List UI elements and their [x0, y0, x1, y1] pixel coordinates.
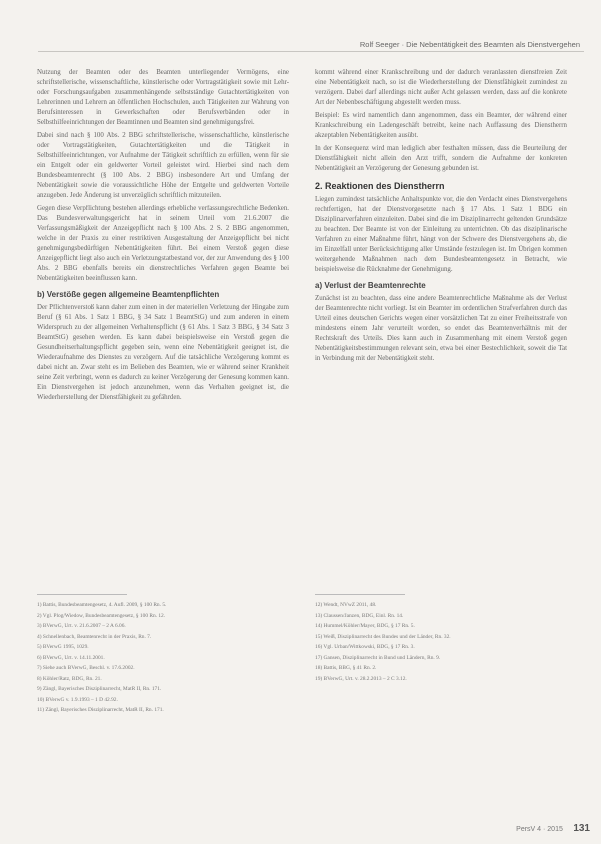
footnote: 12) Wendt, NVwZ 2011, 48.	[315, 602, 377, 608]
body-paragraph: kommt während einer Krankschreibung und der dadurch veranlassten dienstfreien Zeit eine Nebentätigkeit nach, so ist die Wiederherstellung der Dienstfähigkeit zumindest zu verzögern. Dabei darf allerdings nicht außer Acht gelassen werden, dass auf die konkrete Art der Nebenbeschäftigung abgestellt werden muss.	[315, 69, 567, 106]
body-paragraph: Nutzung der Beamten oder des Beamten unterliegender Vermögens, eine schriftstellerische, wissenschaftliche, künstlerische oder Vortragstätigkeit sowie mit Lehr- oder Forschungsaufgaben zusammenhängende selbstständige Gutachtertätigkeiten von Lehrerinnen und Lehrern an öffentlichen Hochschulen, auch Tätigkeiten zur Wahrung von Berufsinteressen in Gewerkschaften oder Berufsverbänden oder in Selbsthilfeeinrichtungen der Beamtinnen und Beamten sind genehmigungsfrei.	[37, 69, 289, 126]
footnote: 19) BVerwG, Urt. v. 28.2.2013 – 2 C 3.12.	[315, 675, 407, 682]
footnote: 9) Zängl, Bayerisches Disziplinarrecht, MatR II, Rn. 171.	[37, 686, 162, 692]
body-paragraph: Der Pflichtenverstoß kann daher zum einen in der materiellen Verletzung der Hingabe zum Beruf (§ 61 Abs. 1 Satz 1 BBG, § 34 Satz 1 BeamtStG) und zum anderen in einem Widerspruch zu der allgemeinen Verhaltenspflicht (§ 61 Abs. 1 Satz 3 BBG, § 34 Satz 3 BeamtStG) gesehen werden. Es kann dabei beispielsweise ein Verstoß gegen die Gesundheitserhaltungspflicht gegeben sein, wenn eine Nebentätigkeit geeignet ist, die Wiederaufnahme des Dienstes zu verzögern. Auf die tatsächliche Verzögerung kommt es dabei nicht an. Zwar steht es im Belieben des Beamten, wie er während seiner Krankheit seine Zeit verbringt, wenn es dadurch zu keiner Verzögerung der Genesung kommen kann. Ein Dienstvergehen ist jedoch anzunehmen, wenn das Verhalten geeignet ist, die Wiederherstellung der Dienstfähigkeit zu gefährden.	[37, 304, 289, 401]
footnote: 13) Claussen/Janzen, BDG, Einl. Rn. 14.	[315, 612, 404, 619]
footnote: 14) Hummel/Köhler/Mayer, BDG, § 17 Rn. 5.	[315, 623, 415, 629]
footnote: 6) BVerwG, Urt. v. 14.11.2001.	[37, 654, 105, 661]
footnote: 2) Vgl. Plog/Wiedow, Bundesbeamtengesetz, § 100 Rn. 12.	[37, 612, 166, 619]
footnote: 15) Weiß, Disziplinarrecht des Bundes und der Länder, Rn. 32.	[315, 633, 451, 640]
footnote: 5) BVerwG 1995, 1029.	[37, 644, 89, 650]
footnote-rule	[37, 594, 127, 595]
right-column	[315, 68, 567, 367]
left-footnotes	[37, 600, 289, 716]
section-heading-2: 2. Reaktionen des Dienstherrn	[315, 181, 445, 191]
body-paragraph: Beispiel: Es wird namentlich dann angenommen, dass ein Beamter, der während einer Krankschreibung ein Ladengeschäft betreibt, keine nach Auffassung des Dienstherrn akzeptablen Nebentätigkeiten ausübt.	[315, 112, 567, 139]
footnote: 3) BVerwG, Urt. v. 21.6.2007 – 2 A 6.06.	[37, 623, 126, 629]
footnote: 17) Gansen, Disziplinarrecht in Bund und Ländern, Rn. 9.	[315, 654, 441, 661]
header-rule	[38, 51, 584, 52]
footnote: 8) Köhler/Ratz, BDG, Rn. 21.	[37, 675, 102, 682]
footnote: 7) Siehe auch BVerwG, Beschl. v. 17.6.2002.	[37, 665, 135, 671]
footnote: 16) Vgl. Urban/Wittkowski, BDG, § 17 Rn. 3.	[315, 644, 415, 650]
issue-label: PersV 4 · 2015	[516, 826, 563, 833]
body-paragraph: Dabei sind nach § 100 Abs. 2 BBG schriftstellerische, wissenschaftliche, künstlerische oder Vortragstätigkeiten, Gutachtertätigkeiten und die Tätigkeit in Selbsthilfeeinrichtungen, vor Aufnahme der Tätigkeit schriftlich zu erfüllen, wenn für sie ein Entgelt oder ein geldwerter Vorteil geleistet wird. Hierbei sind nach dem Bundesbeamtenrecht (§ 100 Abs. 2 BBG) insbesondere Art und Umfang der Nebentätigkeit sowie die voraussichtliche Höhe der Entgelte und geldwerten Vorteile anzugeben. Jede Änderung ist unverzüglich schriftlich mitzuteilen.	[37, 132, 289, 199]
body-paragraph: Zunächst ist zu beachten, dass eine andere Beamtenrechtliche Maßnahme als der Verlust der Beamtenrechte nicht vorliegt. Ist ein Beamter im ordentlichen Strafverfahren durch das Urteil eines deutschen Gerichts wegen einer vorsätzlichen Tat zu einer Freiheitsstrafe von mindestens einem Jahr verurteilt worden, so endet das Beamtenverhältnis mit der Rechtskraft des Urteils. Dies kann auch in Zusammenhang mit einem Verstoß gegen Nebentätigkeitsbestimmungen relevant sein, etwa bei einer Bestechlichkeit, soweit die Tat in Verbindung mit der Nebentätigkeit steht.	[315, 295, 567, 362]
body-paragraph: Liegen zumindest tatsächliche Anhaltspunkte vor, die den Verdacht eines Dienstvergehens rechtfertigen, hat der Dienstvorgesetzte nach § 17 Abs. 1 Satz 1 BDG ein Disziplinarverfahren einzuleiten. Dabei sind die im Disziplinarrecht geltenden Grundsätze zu beachten. Der Beamte ist von der Einleitung zu unterrichten. Ob das disziplinarische Verfahren zu einer Maßnahme führt, hängt von der Schwere des Dienstvergehens ab, die im Einzelfall unter Berücksichtigung aller Umstände festzulegen ist. Im Übrigen kommen weitergehende Maßnahmen nach dem Bundesbeamtengesetz in Betracht, wie beispielsweise die Rücknahme der Genehmigung.	[315, 196, 567, 273]
section-heading-a: a) Verlust der Beamtenrechte	[315, 281, 426, 290]
body-paragraph: Gegen diese Verpflichtung bestehen allerdings erhebliche verfassungsrechtliche Bedenken. Das Bundesverwaltungsgericht hat in seinem Urteil vom 21.6.2007 die Verfassungsmäßigkeit der Anzeigepflicht nach § 100 Abs. 2 S. 2 BBG angenommen, welche in der Praxis zu einer restriktiven Ausgestaltung der Anzeigepflicht bei nicht genehmigungsbedürftigen Nebentätigkeiten führt. Bei einem Verstoß gegen diese Anzeigepflicht liegt also auch ein Verletzungstatbestand vor, der zur Anwendung des § 100 Abs. 2 BBG ebenfalls bereits ein dienstrechtliches Verfahren gegen Beamte bei Nebentätigkeiten beeinflussen kann.	[37, 205, 289, 282]
running-head: Rolf Seeger · Die Nebentätigkeit des Beamten als Dienstvergehen	[359, 40, 580, 49]
footnote-rule	[315, 594, 405, 595]
right-footnotes	[315, 600, 567, 684]
footnote: 10) BVerwG v. 1.9.1993 – 1 D 42.92.	[37, 696, 118, 703]
footnote: 11) Zängl, Bayerisches Disziplinarrecht, MatR II, Rn. 171.	[37, 707, 164, 713]
page-folio	[480, 818, 590, 836]
footnote: 18) Battis, BBG, § 41 Rn. 2.	[315, 665, 377, 671]
body-paragraph: In der Konsequenz wird man lediglich aber festhalten müssen, dass die Beurteilung der Dienstfähigkeit nicht allein den Arzt trifft, sondern die Aufnahme der konkreten Nebentätigkeit an Verzögerung der Genesung gebunden ist.	[315, 145, 567, 172]
footnote: 4) Schnellenbach, Beamtenrecht in der Praxis, Rn. 7.	[37, 633, 152, 640]
left-column	[37, 68, 289, 406]
section-heading-b: b) Verstöße gegen allgemeine Beamtenpflichten	[37, 290, 220, 299]
page-number: 131	[573, 823, 590, 834]
footnote: 1) Battis, Bundesbeamtengesetz, 4. Aufl. 2009, § 100 Rn. 5.	[37, 602, 167, 608]
